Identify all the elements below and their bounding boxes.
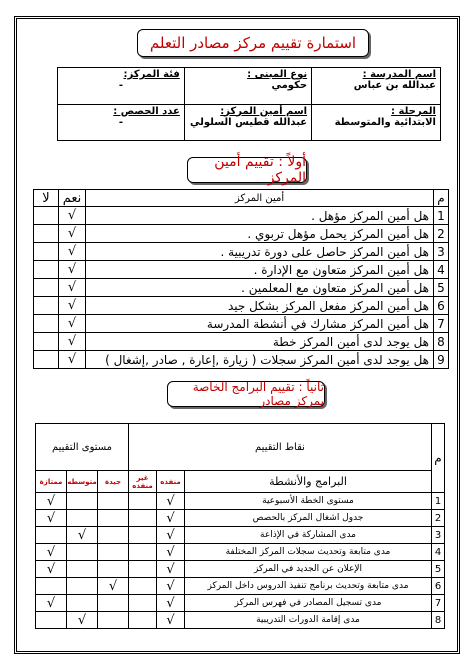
done-check-mark: √ (157, 493, 185, 510)
stage-label: المرحلة : (391, 105, 436, 117)
done-check-mark: √ (157, 527, 185, 544)
notdone-cell (129, 493, 157, 510)
yes-check-mark: √ (59, 351, 86, 369)
col-level-header: مستوى التقييم (36, 424, 129, 471)
notdone-cell (129, 527, 157, 544)
good-cell (98, 510, 129, 527)
no-cell (34, 225, 59, 243)
row-question: هل أمين المركز متعاون مع المعلمين . (86, 279, 434, 297)
excellent-cell (36, 578, 67, 595)
notdone-cell (129, 561, 157, 578)
info-table (57, 67, 441, 141)
classes-value: - (118, 116, 123, 128)
col-excellent-header: ممتازة (36, 471, 67, 493)
col-programs-header: البرامج والأنشطة (185, 471, 432, 493)
row-question: هل يوجد لدى أمين المركز خطة (86, 333, 434, 351)
table-row (36, 578, 445, 595)
col-avg-header: متوسطه (67, 471, 98, 493)
no-cell (34, 207, 59, 225)
section1-title-text: أولاً : تقييم أمين المركز (214, 154, 306, 186)
excellent-cell (36, 527, 67, 544)
excellent-check-mark: √ (36, 544, 67, 561)
table-row (34, 297, 449, 315)
done-check-mark: √ (157, 578, 185, 595)
row-question: هل أمين المركز حاصل على دورة تدريبية . (86, 243, 434, 261)
good-cell (98, 544, 129, 561)
keeper-value: عبدالله قطيس السلولي (190, 116, 308, 128)
done-check-mark: √ (157, 510, 185, 527)
row-number: 2 (434, 225, 449, 243)
good-cell (98, 561, 129, 578)
row-number: 1 (432, 493, 445, 510)
col-num-header: م (434, 190, 449, 207)
table-row (36, 612, 445, 629)
good-cell (98, 493, 129, 510)
col-yes-header: نعم (59, 190, 86, 207)
good-check-mark: √ (98, 578, 129, 595)
row-program: مدى المشاركة في الإذاعة (185, 527, 432, 544)
row-program: مدى متابعة وتحديث سجلات المركز المختلفة (185, 544, 432, 561)
row-number: 8 (434, 333, 449, 351)
building-label: نوع المبنى : (247, 69, 308, 80)
school-cell (312, 68, 441, 105)
table-row (34, 261, 449, 279)
done-check-mark: √ (157, 595, 185, 612)
row-program: مدى إقامة الدورات التدريبية (185, 612, 432, 629)
table-row (36, 493, 445, 510)
category-cell (58, 68, 185, 105)
table-row (34, 333, 449, 351)
row-question: هل أمين المركز متعاون مع الإدارة . (86, 261, 434, 279)
row-number: 3 (432, 527, 445, 544)
yes-check-mark: √ (59, 315, 86, 333)
building-value: حكومي (271, 80, 308, 91)
row-number: 3 (434, 243, 449, 261)
notdone-cell (129, 578, 157, 595)
done-check-mark: √ (157, 544, 185, 561)
avg-cell (67, 510, 98, 527)
classes-cell (58, 104, 185, 141)
keeper-cell (184, 104, 311, 141)
table-row (36, 510, 445, 527)
table-row (34, 225, 449, 243)
programs-evaluation-table (35, 423, 445, 629)
page-border (14, 16, 460, 654)
no-cell (34, 279, 59, 297)
yes-check-mark: √ (59, 261, 86, 279)
col-item-header: أمين المركز (86, 190, 434, 207)
table-row (34, 279, 449, 297)
col-no-header: لا (34, 190, 59, 207)
no-cell (34, 351, 59, 369)
row-number: 2 (432, 510, 445, 527)
form-title (137, 29, 369, 57)
avg-check-mark: √ (67, 527, 98, 544)
row-number: 9 (434, 351, 449, 369)
school-value: عبدالله بن عباس (353, 80, 436, 91)
table-row (36, 595, 445, 612)
yes-check-mark: √ (59, 333, 86, 351)
table-row (36, 561, 445, 578)
notdone-cell (129, 544, 157, 561)
section1-title (187, 154, 307, 186)
no-cell (34, 315, 59, 333)
done-check-mark: √ (157, 612, 185, 629)
col-points-header: نقاط التقييم (129, 424, 432, 471)
row-question: هل يوجد لدى أمين المركز سجلات ( زيارة ,إعارة , صادر ,إشغال ) (86, 351, 434, 369)
col-done-header: منفذه (157, 471, 185, 493)
row-number: 4 (432, 544, 445, 561)
row-program: مدى تسجيل المصادر في فهرس المركز (185, 595, 432, 612)
no-cell (34, 261, 59, 279)
section2-title-text: ثانياً : تقييم البرامج الخاصة بمركز مصادر (192, 380, 324, 408)
row-program: جدول اشغال المركز بالحصص (185, 510, 432, 527)
row-number: 5 (434, 279, 449, 297)
keeper-label: اسم أمين المركز: (220, 105, 308, 117)
row-number: 8 (432, 612, 445, 629)
row-program: مدى متابعة وتحديث برنامج تنفيذ الدروس داخل المركز (185, 578, 432, 595)
excellent-check-mark: √ (36, 561, 67, 578)
form-title-text: استمارة تقييم مركز مصادر التعلم (149, 34, 357, 52)
avg-check-mark: √ (67, 612, 98, 629)
table-row (34, 243, 449, 261)
col-good-header: جيدة (98, 471, 129, 493)
good-cell (98, 595, 129, 612)
row-program: الإعلان عن الجديد في المركز (185, 561, 432, 578)
table-row (34, 315, 449, 333)
row-number: 4 (434, 261, 449, 279)
classes-label: عدد الحصص : (113, 105, 180, 117)
no-cell (34, 243, 59, 261)
table-row (36, 527, 445, 544)
row-question: هل أمين المركز مفعل المركز بشكل جيد (86, 297, 434, 315)
row-program: مستوى الخطة الأسبوعية (185, 493, 432, 510)
section2-title (167, 381, 325, 407)
notdone-cell (129, 595, 157, 612)
no-cell (34, 333, 59, 351)
avg-cell (67, 578, 98, 595)
category-label: فئة المركز: (123, 69, 180, 80)
yes-check-mark: √ (59, 279, 86, 297)
stage-value: الابتدائية والمتوسطة (334, 116, 436, 128)
row-number: 1 (434, 207, 449, 225)
col-num-header: م (432, 424, 445, 493)
category-value: - (118, 80, 123, 91)
notdone-cell (129, 612, 157, 629)
yes-check-mark: √ (59, 243, 86, 261)
building-cell (184, 68, 311, 105)
avg-cell (67, 493, 98, 510)
yes-check-mark: √ (59, 207, 86, 225)
row-number: 7 (432, 595, 445, 612)
row-question: هل أمين المركز مؤهل . (86, 207, 434, 225)
row-number: 5 (432, 561, 445, 578)
stage-cell (312, 104, 441, 141)
row-number: 6 (432, 578, 445, 595)
good-cell (98, 527, 129, 544)
col-notdone-header: غير منفذه (129, 471, 157, 493)
row-question: هل أمين المركز مشارك في أنشطة المدرسة (86, 315, 434, 333)
excellent-check-mark: √ (36, 510, 67, 527)
yes-check-mark: √ (59, 297, 86, 315)
row-question: هل أمين المركز يحمل مؤهل تربوي . (86, 225, 434, 243)
no-cell (34, 297, 59, 315)
row-number: 6 (434, 297, 449, 315)
excellent-check-mark: √ (36, 595, 67, 612)
row-number: 7 (434, 315, 449, 333)
excellent-cell (36, 612, 67, 629)
done-check-mark: √ (157, 561, 185, 578)
table-row (34, 207, 449, 225)
avg-cell (67, 595, 98, 612)
table-row (34, 351, 449, 369)
good-cell (98, 612, 129, 629)
excellent-check-mark: √ (36, 493, 67, 510)
avg-cell (67, 561, 98, 578)
yes-check-mark: √ (59, 225, 86, 243)
school-label: اسم المدرسة : (362, 69, 436, 80)
avg-cell (67, 544, 98, 561)
table-row (36, 544, 445, 561)
keeper-evaluation-table (33, 189, 449, 369)
notdone-cell (129, 510, 157, 527)
